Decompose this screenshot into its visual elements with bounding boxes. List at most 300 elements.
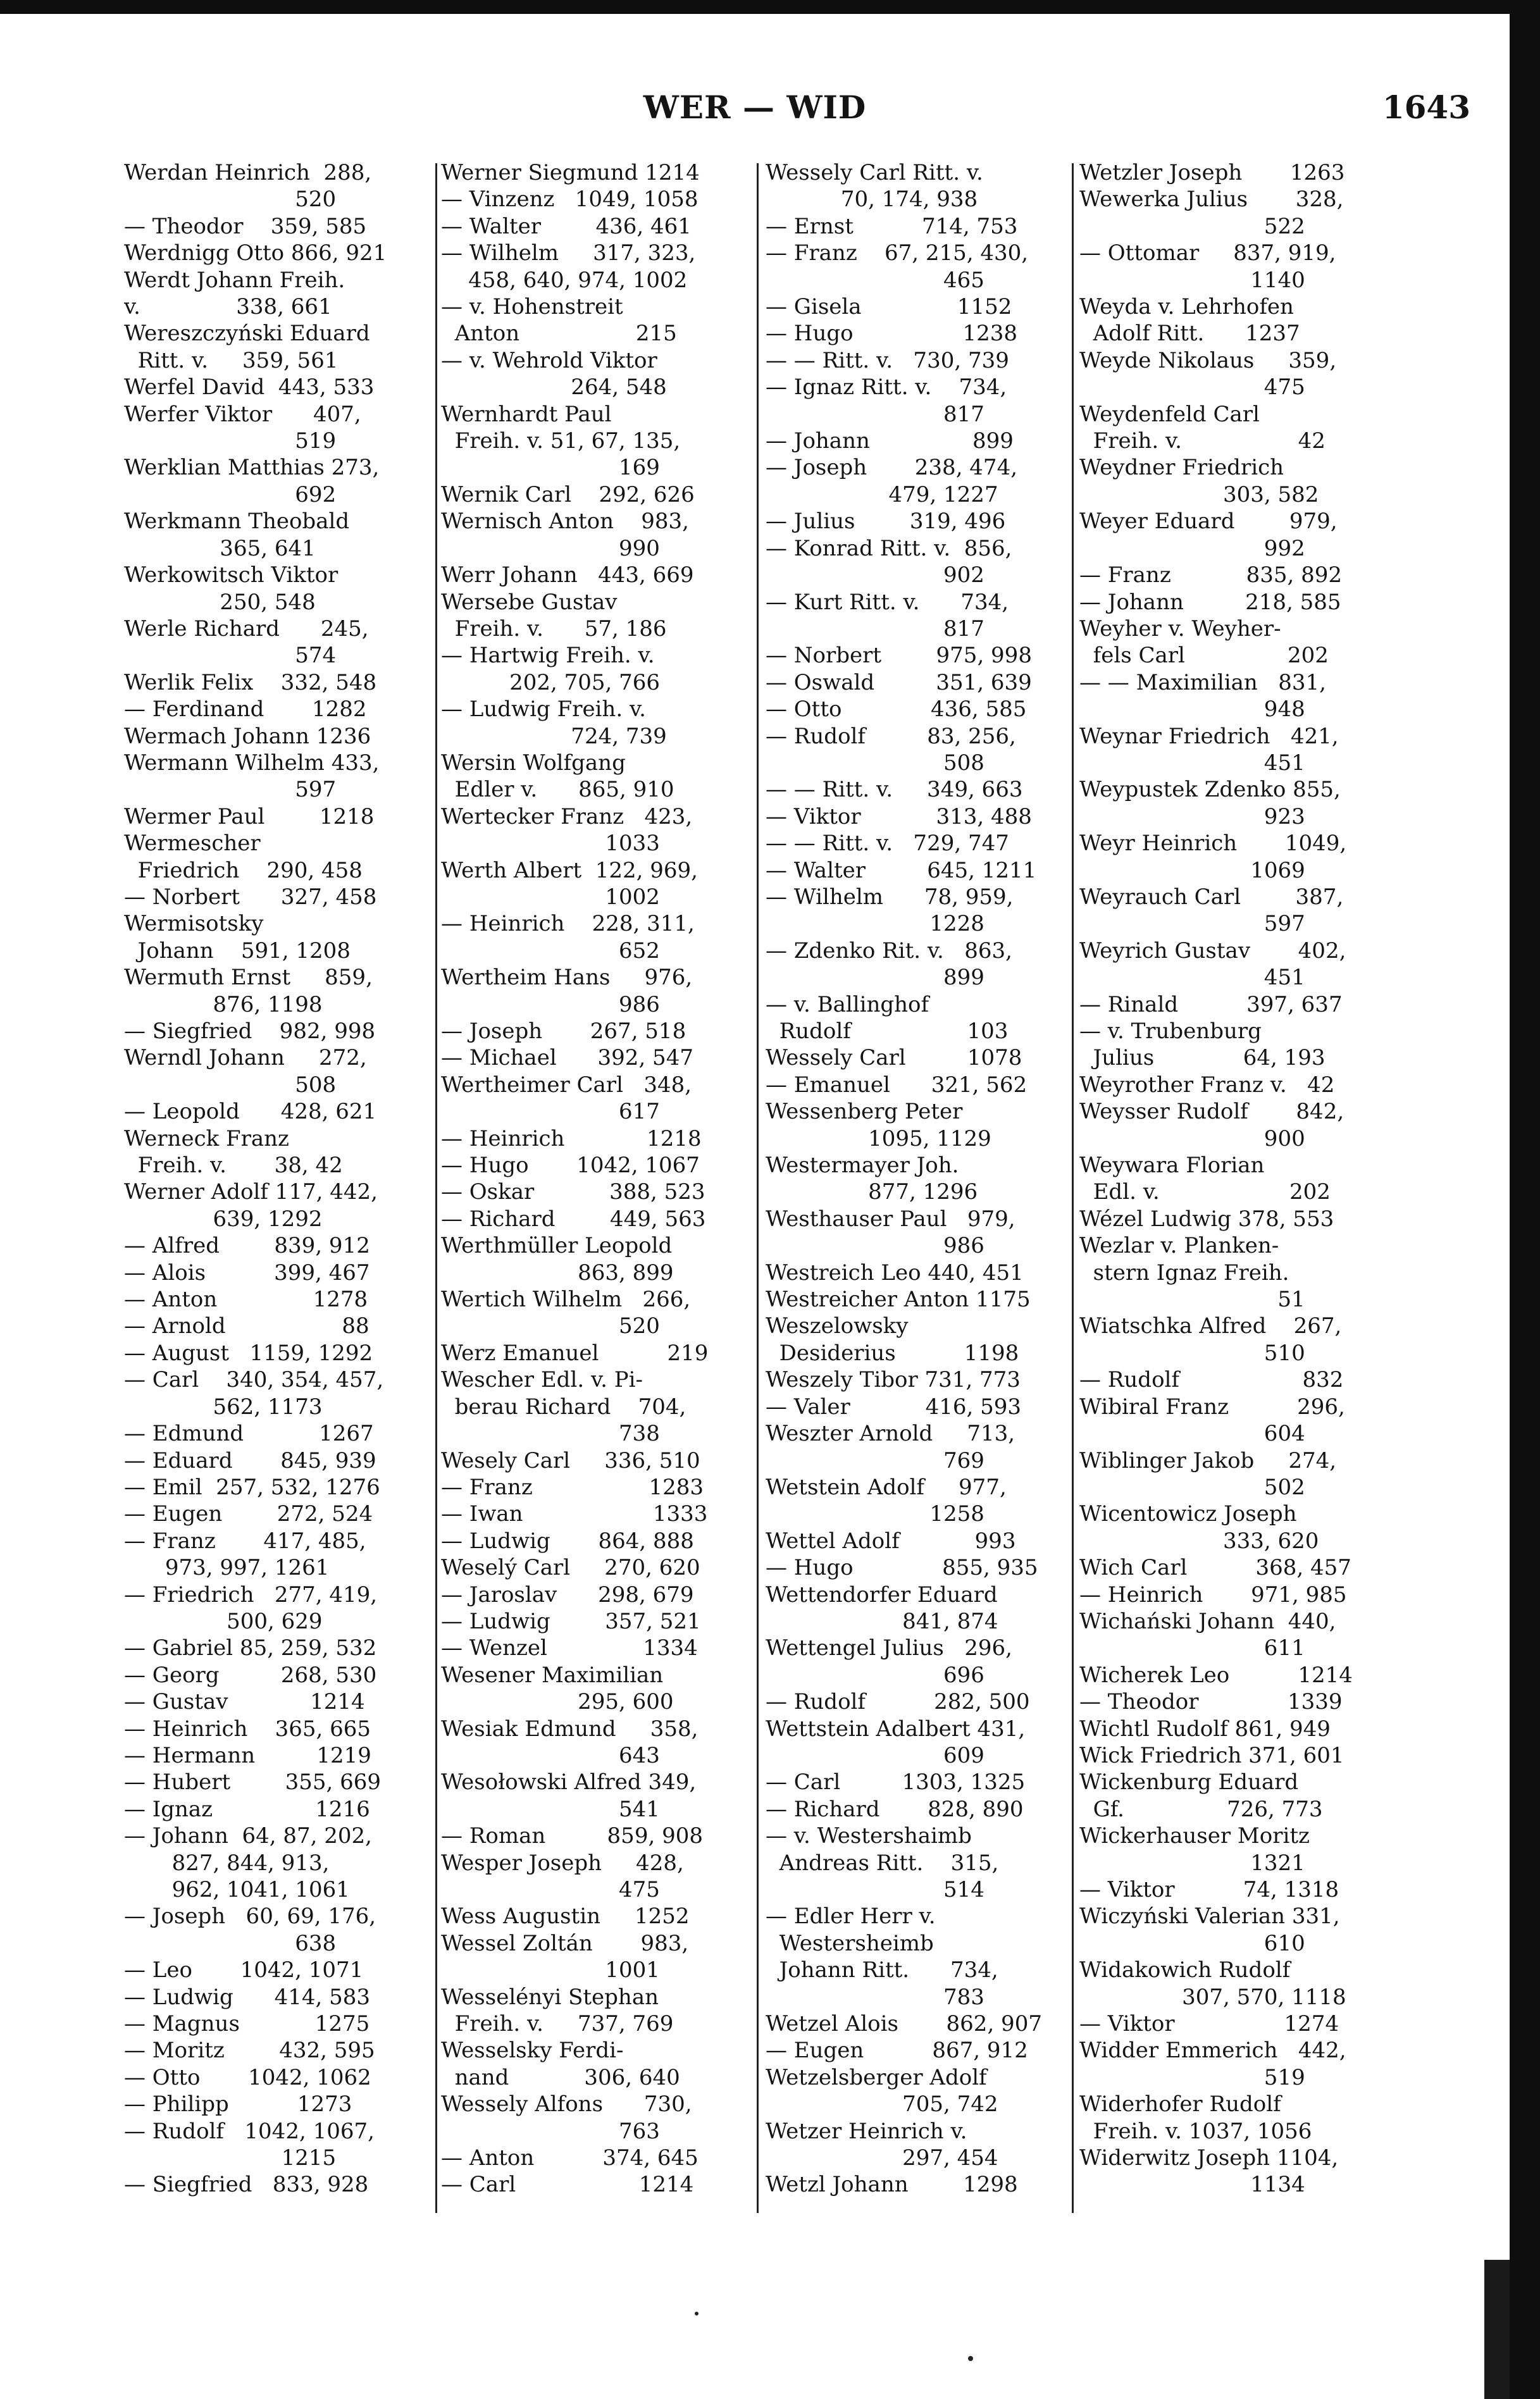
index-entry-line: Wesely Carl 336, 510	[441, 1447, 700, 1473]
index-entry-line: Werdt Johann Freih.	[124, 267, 345, 293]
index-entry-line: Wertheimer Carl 348,	[441, 1072, 692, 1098]
index-entry-line: 877, 1296	[766, 1179, 978, 1205]
index-entry-line: Wesiak Edmund 358,	[441, 1716, 699, 1742]
index-entry-line: — Iwan 1333	[441, 1501, 708, 1527]
index-entry-line: — Kurt Ritt. v. 734,	[766, 589, 1009, 615]
index-entry-line: Johann 591, 1208	[124, 938, 351, 964]
index-entry-line: — Roman 859, 908	[441, 1823, 703, 1849]
index-entry-line: Weyde Nikolaus 359,	[1079, 347, 1337, 373]
index-entry-line: Edler v. 865, 910	[441, 777, 674, 803]
index-entry-line: 475	[441, 1877, 660, 1902]
index-entry-line: — Eugen 867, 912	[766, 2038, 1028, 2064]
index-entry-line: Anton 215	[441, 321, 677, 347]
index-entry-line: 519	[124, 428, 337, 454]
index-entry-line: — Hermann 1219	[124, 1742, 371, 1768]
page-title: WER — WID	[643, 89, 867, 126]
index-column-2	[441, 159, 750, 2222]
index-entry-line: 841, 874	[766, 1608, 998, 1634]
index-entry-line: 863, 899	[441, 1260, 674, 1286]
index-entry-line: stern Ignaz Freih.	[1079, 1260, 1289, 1286]
index-entry-line: — Otto 1042, 1062	[124, 2064, 371, 2090]
index-entry-line: 522	[1079, 213, 1305, 239]
index-entry-line: 692	[124, 481, 337, 507]
index-entry-line: Wessely Carl Ritt. v.	[766, 160, 983, 185]
index-entry-line: — Rudolf 282, 500	[766, 1689, 1030, 1715]
index-entry-line: Weszter Arnold 713,	[766, 1421, 1015, 1447]
index-entry-line: 508	[124, 1072, 337, 1098]
index-entry-line: — Zdenko Rit. v. 863,	[766, 938, 1012, 964]
index-entry-line: Werfel David 443, 533	[124, 375, 375, 400]
index-entry-line: — Emil 257, 532, 1276	[124, 1474, 380, 1500]
index-entry-line: Weynar Friedrich 421,	[1079, 723, 1339, 749]
index-entry-line: Widakowich Rudolf	[1079, 1957, 1291, 1983]
index-entry-line: Werthmüller Leopold	[441, 1233, 673, 1259]
index-entry-line: 297, 454	[766, 2145, 998, 2171]
index-entry-line: — Konrad Ritt. v. 856,	[766, 535, 1012, 561]
index-entry-line: — Ludwig Freih. v.	[441, 697, 646, 722]
index-entry-line: Wernisch Anton 983,	[441, 509, 689, 535]
index-entry-line: 541	[441, 1796, 660, 1822]
index-entry-line: 973, 997, 1261	[124, 1555, 330, 1581]
index-entry-line: Weyrauch Carl 387,	[1079, 884, 1344, 910]
index-entry-line: 51	[1079, 1287, 1305, 1313]
index-entry-line: 479, 1227	[766, 481, 998, 507]
column-divider	[1072, 163, 1074, 2213]
index-entry-line: — Gisela 1152	[766, 294, 1012, 320]
index-entry-line: Wermach Johann 1236	[124, 723, 371, 749]
index-entry-line: Wickerhauser Moritz	[1079, 1823, 1310, 1849]
index-entry-line: Weyrich Gustav 402,	[1079, 938, 1346, 964]
index-entry-line: Johann Ritt. 734,	[766, 1957, 998, 1983]
index-entry-line: Wersin Wolfgang	[441, 750, 626, 776]
index-entry-line: — Wilhelm 317, 323,	[441, 240, 696, 266]
index-entry-line: 609	[766, 1742, 984, 1768]
index-entry-line: Wessely Alfons 730,	[441, 2092, 692, 2117]
index-entry-line: Wichtl Rudolf 861, 949	[1079, 1716, 1331, 1742]
index-entry-line: Wescher Edl. v. Pi-	[441, 1367, 643, 1393]
index-entry-line: — Leopold 428, 621	[124, 1099, 377, 1125]
index-entry-line: Wiatschka Alfred 267,	[1079, 1313, 1342, 1339]
index-entry-line: 1095, 1129	[766, 1125, 991, 1151]
index-entry-line: 610	[1079, 1930, 1305, 1956]
index-entry-line: Wernhardt Paul	[441, 401, 612, 427]
index-entry-line: Ritt. v. 359, 561	[124, 347, 338, 373]
index-entry-line: — Franz 67, 215, 430,	[766, 240, 1029, 266]
index-entry-line: Freih. v. 737, 769	[441, 2011, 674, 2037]
index-entry-line: Rudolf 103	[766, 1019, 1009, 1044]
index-entry-line: — Hubert 355, 669	[124, 1770, 382, 1795]
index-entry-line: 617	[441, 1099, 660, 1125]
index-entry-line: — Rudolf 832	[1079, 1367, 1344, 1393]
index-entry-line: 705, 742	[766, 2092, 998, 2117]
index-entry-line: — Ludwig 864, 888	[441, 1528, 694, 1554]
index-entry-line: Weyrother Franz v. 42	[1079, 1072, 1335, 1098]
index-entry-line: — Carl 1303, 1325	[766, 1770, 1026, 1795]
index-entry-line: 1215	[124, 2145, 337, 2171]
index-entry-line: Weszely Tibor 731, 773	[766, 1367, 1021, 1393]
index-entry-line: 652	[441, 938, 660, 964]
page-number: 1643	[1382, 89, 1470, 126]
index-entry-line: Wesselényi Stephan	[441, 1984, 659, 2010]
index-entry-line: Wesołowski Alfred 349,	[441, 1770, 697, 1795]
index-entry-line: v. 338, 661	[124, 294, 332, 320]
index-entry-line: Werndl Johann 272,	[124, 1045, 367, 1071]
index-entry-line: — Ignaz 1216	[124, 1796, 370, 1822]
index-entry-line: 520	[124, 187, 337, 213]
index-entry-line: fels Carl 202	[1079, 643, 1329, 669]
index-entry-line: 604	[1079, 1421, 1305, 1447]
index-entry-line: Wicentowicz Joseph	[1079, 1501, 1297, 1527]
index-entry-line: Widder Emmerich 442,	[1079, 2038, 1346, 2064]
index-entry-line: Wetzl Johann 1298	[766, 2172, 1018, 2198]
index-entry-line: — — Ritt. v. 349, 663	[766, 777, 1023, 803]
index-entry-line: — Otto 436, 585	[766, 697, 1027, 722]
index-entry-line: Wersebe Gustav	[441, 589, 618, 615]
index-entry-line: Julius 64, 193	[1079, 1045, 1326, 1071]
index-entry-line: Wermescher	[124, 831, 261, 857]
index-entry-line: Andreas Ritt. 315,	[766, 1850, 999, 1876]
index-entry-line: 1001	[441, 1957, 660, 1983]
index-entry-line: berau Richard 704,	[441, 1394, 686, 1420]
index-entry-line: — — Ritt. v. 729, 747	[766, 831, 1009, 857]
index-entry-line: nand 306, 640	[441, 2064, 680, 2090]
index-entry-line: — Gabriel 85, 259, 532	[124, 1635, 377, 1661]
index-entry-line: 574	[124, 643, 337, 669]
index-entry-line: Wesper Joseph 428,	[441, 1850, 684, 1876]
index-entry-line: 519	[1079, 2064, 1305, 2090]
index-entry-line: Friedrich 290, 458	[124, 857, 363, 883]
index-entry-line: Widerhofer Rudolf	[1079, 2092, 1281, 2117]
index-entry-line: 264, 548	[441, 375, 667, 400]
index-entry-line: 638	[124, 1930, 337, 1956]
column-divider	[757, 163, 759, 2213]
index-entry-line: 333, 620	[1079, 1528, 1319, 1554]
index-entry-line: — Norbert 327, 458	[124, 884, 377, 910]
index-column-1	[124, 159, 430, 2222]
index-entry-line: 562, 1173	[124, 1394, 323, 1420]
index-entry-line: — Ludwig 357, 521	[441, 1608, 701, 1634]
index-entry-line: — Ludwig 414, 583	[124, 1984, 371, 2010]
index-entry-line: — Richard 828, 890	[766, 1796, 1024, 1822]
index-entry-line: Wettendorfer Eduard	[766, 1582, 998, 1608]
index-entry-line: — Siegfried 982, 998	[124, 1019, 376, 1044]
index-entry-line: Werth Albert 122, 969,	[441, 857, 698, 883]
index-entry-line: Wichański Johann 440,	[1079, 1608, 1336, 1634]
index-entry-line: Wesener Maximilian	[441, 1662, 664, 1688]
index-entry-line: Weysser Rudolf 842,	[1079, 1099, 1344, 1125]
index-entry-line: Weydenfeld Carl	[1079, 401, 1260, 427]
index-entry-line: Werz Emanuel 219	[441, 1340, 709, 1366]
index-entry-line: — Eugen 272, 524	[124, 1501, 373, 1527]
index-entry-line: 169	[441, 455, 660, 481]
index-entry-line: Wiblinger Jakob 274,	[1079, 1447, 1337, 1473]
index-entry-line: 451	[1079, 750, 1305, 776]
index-entry-line: — Rinald 397, 637	[1079, 991, 1343, 1017]
index-entry-line: — v. Ballinghof	[766, 991, 929, 1017]
index-entry-line: 1140	[1079, 267, 1305, 293]
index-entry-line: — Moritz 432, 595	[124, 2038, 375, 2064]
index-entry-line: 1321	[1079, 1850, 1305, 1876]
index-entry-line: 899	[766, 965, 984, 991]
index-entry-line: 365, 641	[124, 535, 316, 561]
index-entry-line: Wetzelsberger Adolf	[766, 2064, 987, 2090]
index-entry-line: — Theodor 1339	[1079, 1689, 1343, 1715]
index-entry-line: 475	[1079, 375, 1305, 400]
index-entry-line: Desiderius 1198	[766, 1340, 1019, 1366]
index-entry-line: 502	[1079, 1474, 1305, 1500]
index-entry-line: — Alois 399, 467	[124, 1260, 370, 1286]
index-entry-line: Weyr Heinrich 1049,	[1079, 831, 1347, 857]
index-entry-line: — Hugo 855, 935	[766, 1555, 1038, 1581]
index-entry-line: — Leo 1042, 1071	[124, 1957, 364, 1983]
index-entry-line: — Ernst 714, 753	[766, 213, 1018, 239]
index-column-3	[766, 159, 1063, 2222]
index-entry-line: Westreich Leo 440, 451	[766, 1260, 1024, 1286]
index-entry-line: Wermuth Ernst 859,	[124, 965, 373, 991]
index-entry-line: Freih. v. 57, 186	[441, 616, 667, 642]
index-entry-line: — Julius 319, 496	[766, 509, 1006, 535]
index-entry-line: — Hugo 1238	[766, 321, 1018, 347]
index-entry-line: — Georg 268, 530	[124, 1662, 377, 1688]
index-entry-line: — Franz 1283	[441, 1474, 704, 1500]
index-entry-line: Weszelowsky	[766, 1313, 909, 1339]
index-entry-line: — Heinrich 228, 311,	[441, 911, 695, 937]
index-entry-line: Wetstein Adolf 977,	[766, 1474, 1007, 1500]
index-entry-line: Wick Friedrich 371, 601	[1079, 1742, 1344, 1768]
index-entry-line: 923	[1079, 803, 1305, 829]
index-entry-line: 1069	[1079, 857, 1305, 883]
index-entry-line: Werlik Felix 332, 548	[124, 669, 377, 695]
index-entry-line: — Johann 64, 87, 202,	[124, 1823, 372, 1849]
index-entry-line: 696	[766, 1662, 984, 1688]
index-entry-line: Freih. v. 1037, 1056	[1079, 2118, 1312, 2144]
index-entry-line: — Edmund 1267	[124, 1421, 374, 1447]
index-entry-line: 962, 1041, 1061	[124, 1877, 350, 1902]
index-column-4	[1079, 159, 1387, 2222]
index-entry-line: Wiczyński Valerian 331,	[1079, 1904, 1340, 1930]
index-entry-line: — Eduard 845, 939	[124, 1447, 376, 1473]
index-entry-line: Wertheim Hans 976,	[441, 965, 693, 991]
index-entry-line: — Arnold 88	[124, 1313, 369, 1339]
index-entry-line: — Joseph 60, 69, 176,	[124, 1904, 376, 1930]
index-entry-line: Wesselsky Ferdi-	[441, 2038, 624, 2064]
index-entry-line: — Ignaz Ritt. v. 734,	[766, 375, 1007, 400]
index-entry-line: Wich Carl 368, 457	[1079, 1555, 1351, 1581]
index-entry-line: 1258	[766, 1501, 984, 1527]
index-entry-line: — Ferdinand 1282	[124, 697, 367, 722]
index-entry-line: — Viktor 74, 1318	[1079, 1877, 1339, 1902]
index-entry-line: Wickenburg Eduard	[1079, 1770, 1299, 1795]
index-entry-line: Wereszczyński Eduard	[124, 321, 370, 347]
index-entry-line: 465	[766, 267, 984, 293]
index-entry-line: Weyda v. Lehrhofen	[1079, 294, 1294, 320]
index-entry-line: 639, 1292	[124, 1206, 323, 1232]
index-entry-line: 597	[1079, 911, 1305, 937]
index-entry-line: Wetzler Joseph 1263	[1079, 160, 1345, 185]
index-entry-line: 1134	[1079, 2172, 1305, 2198]
index-entry-line: — — Ritt. v. 730, 739	[766, 347, 1009, 373]
index-entry-line: — Friedrich 277, 419,	[124, 1582, 378, 1608]
index-entry-line: — Anton 1278	[124, 1287, 368, 1313]
index-entry-line: Werklian Matthias 273,	[124, 455, 380, 481]
index-entry-line: Gf. 726, 773	[1079, 1796, 1323, 1822]
index-entry-line: — Richard 449, 563	[441, 1206, 706, 1232]
index-entry-line: Wettstein Adalbert 431,	[766, 1716, 1026, 1742]
index-entry-line: — Franz 835, 892	[1079, 562, 1343, 588]
index-entry-line: — August 1159, 1292	[124, 1340, 373, 1366]
index-entry-line: Weydner Friedrich	[1079, 455, 1284, 481]
index-entry-line: Werdan Heinrich 288,	[124, 160, 372, 185]
index-entry-line: — Hartwig Freih. v.	[441, 643, 655, 669]
index-entry-line: 500, 629	[124, 1608, 323, 1634]
index-entry-line: Wermer Paul 1218	[124, 803, 375, 829]
index-entry-line: 817	[766, 401, 984, 427]
index-entry-line: 1033	[441, 831, 660, 857]
index-entry-line: — v. Hohenstreit	[441, 294, 623, 320]
index-entry-line: — Hugo 1042, 1067	[441, 1153, 700, 1179]
index-entry-line: — Viktor 313, 488	[766, 803, 1032, 829]
index-entry-line: Wernik Carl 292, 626	[441, 481, 695, 507]
print-speck	[968, 2356, 973, 2361]
index-entry-line: — Gustav 1214	[124, 1689, 365, 1715]
index-entry-line: 70, 174, 938	[766, 187, 978, 213]
index-entry-line: Wézel Ludwig 378, 553	[1079, 1206, 1334, 1232]
index-entry-line: Wetzer Heinrich v.	[766, 2118, 967, 2144]
index-entry-line: — v. Trubenburg	[1079, 1019, 1262, 1044]
index-entry-line: — Heinrich 1218	[441, 1125, 702, 1151]
index-entry-line: — v. Westershaimb	[766, 1823, 972, 1849]
index-entry-line: — Heinrich 971, 985	[1079, 1582, 1347, 1608]
index-entry-line: Westreicher Anton 1175	[766, 1287, 1031, 1313]
index-entry-line: 724, 739	[441, 723, 667, 749]
index-entry-line: Wessel Zoltán 983,	[441, 1930, 689, 1956]
index-entry-line: Wessely Carl 1078	[766, 1045, 1022, 1071]
index-entry-line: 986	[766, 1233, 984, 1259]
index-entry-line: Werr Johann 443, 669	[441, 562, 694, 588]
index-entry-line: Westermayer Joh.	[766, 1153, 959, 1179]
index-entry-line: — Rudolf 1042, 1067,	[124, 2118, 375, 2144]
index-entry-line: 763	[441, 2118, 660, 2144]
index-entry-line: — Vinzenz 1049, 1058	[441, 187, 699, 213]
index-entry-line: 948	[1079, 697, 1305, 722]
index-entry-line: Werkowitsch Viktor	[124, 562, 338, 588]
scan-border-right	[1510, 0, 1540, 2399]
index-entry-line: 992	[1079, 535, 1305, 561]
index-entry-line: Werle Richard 245,	[124, 616, 369, 642]
index-entry-line: — Johann 899	[766, 428, 1014, 454]
index-entry-line: — Heinrich 365, 665	[124, 1716, 371, 1742]
index-entry-line: — Carl 1214	[441, 2172, 694, 2198]
index-entry-line: Edl. v. 202	[1079, 1179, 1331, 1205]
index-entry-line: — Franz 417, 485,	[124, 1528, 366, 1554]
index-entry-line: — Norbert 975, 998	[766, 643, 1032, 669]
index-entry-line: Wezlar v. Planken-	[1079, 1233, 1279, 1259]
index-entry-line: 303, 582	[1079, 481, 1319, 507]
index-entry-line: 611	[1079, 1635, 1305, 1661]
index-entry-line: Werdnigg Otto 866, 921	[124, 240, 387, 266]
index-entry-line: 202, 705, 766	[441, 669, 660, 695]
index-entry-line: — Siegfried 833, 928	[124, 2172, 369, 2198]
index-entry-line: — Alfred 839, 912	[124, 1233, 370, 1259]
index-entry-line: Werneck Franz	[124, 1125, 289, 1151]
index-entry-line: Wettel Adolf 993	[766, 1528, 1016, 1554]
index-entry-line: — Joseph 238, 474,	[766, 455, 1018, 481]
index-entry-line: — Philipp 1273	[124, 2092, 352, 2117]
index-entry-line: Wertecker Franz 423,	[441, 803, 693, 829]
index-entry-line: 876, 1198	[124, 991, 323, 1017]
index-entry-line: 295, 600	[441, 1689, 674, 1715]
index-entry-line: 817	[766, 616, 984, 642]
index-entry-line: — Jaroslav 298, 679	[441, 1582, 694, 1608]
index-entry-line: 769	[766, 1447, 984, 1473]
index-entry-line: Weyer Eduard 979,	[1079, 509, 1338, 535]
index-entry-line: Wermann Wilhelm 433,	[124, 750, 380, 776]
index-entry-line: Wessenberg Peter	[766, 1099, 963, 1125]
index-entry-line: 508	[766, 750, 984, 776]
index-entry-line: Wermisotsky	[124, 911, 264, 937]
index-entry-line: Werner Siegmund 1214	[441, 160, 700, 185]
index-entry-line: Wewerka Julius 328,	[1079, 187, 1344, 213]
index-entry-line: Werkmann Theobald	[124, 509, 350, 535]
index-entry-line: — Carl 340, 354, 457,	[124, 1367, 384, 1393]
index-entry-line: — Michael 392, 547	[441, 1045, 693, 1071]
index-entry-line: — Wenzel 1334	[441, 1635, 698, 1661]
index-entry-line: — Viktor 1274	[1079, 2011, 1339, 2037]
index-entry-line: 827, 844, 913,	[124, 1850, 330, 1876]
index-entry-line: — Wilhelm 78, 959,	[766, 884, 1014, 910]
index-entry-line: 986	[441, 991, 660, 1017]
index-entry-line: Adolf Ritt. 1237	[1079, 321, 1300, 347]
index-entry-line: — Magnus 1275	[124, 2011, 370, 2037]
index-entry-line: 250, 548	[124, 589, 316, 615]
index-entry-line: Weselý Carl 270, 620	[441, 1555, 700, 1581]
index-entry-line: 900	[1079, 1125, 1305, 1151]
index-entry-line: Werfer Viktor 407,	[124, 401, 361, 427]
index-entry-line: — Walter 436, 461	[441, 213, 692, 239]
index-entry-line: 738	[441, 1421, 660, 1447]
index-entry-line: Wertich Wilhelm 266,	[441, 1287, 691, 1313]
index-entry-line: — Edler Herr v.	[766, 1904, 936, 1930]
index-entry-line: Weywara Florian	[1079, 1153, 1265, 1179]
index-entry-line: 458, 640, 974, 1002	[441, 267, 688, 293]
index-entry-line: — Ottomar 837, 919,	[1079, 240, 1336, 266]
column-divider	[435, 163, 437, 2213]
index-entry-line: Westersheimb	[766, 1930, 934, 1956]
index-entry-line: 597	[124, 777, 337, 803]
print-speck	[695, 2312, 699, 2315]
index-entry-line: — Johann 218, 585	[1079, 589, 1341, 615]
index-entry-line: — Valer 416, 593	[766, 1394, 1022, 1420]
index-entry-line: Wicherek Leo 1214	[1079, 1662, 1353, 1688]
index-entry-line: 1002	[441, 884, 660, 910]
index-entry-line: — Walter 645, 1211	[766, 857, 1037, 883]
index-entry-line: — Theodor 359, 585	[124, 213, 367, 239]
index-entry-line: 510	[1079, 1340, 1305, 1366]
index-entry-line: Weypustek Zdenko 855,	[1079, 777, 1341, 803]
index-entry-line: Werner Adolf 117, 442,	[124, 1179, 378, 1205]
index-entry-line: — Joseph 267, 518	[441, 1019, 686, 1044]
index-entry-line: Freih. v. 42	[1079, 428, 1326, 454]
index-entry-line: 1228	[766, 911, 984, 937]
index-entry-line: — — Maximilian 831,	[1079, 669, 1326, 695]
index-entry-line: 902	[766, 562, 984, 588]
index-entry-line: — Oskar 388, 523	[441, 1179, 705, 1205]
index-entry-line: 514	[766, 1877, 984, 1902]
index-entry-line: 307, 570, 1118	[1079, 1984, 1346, 2010]
index-entry-line: Freih. v. 51, 67, 135,	[441, 428, 681, 454]
index-entry-line: Freih. v. 38, 42	[124, 1153, 343, 1179]
index-entry-line: 451	[1079, 965, 1305, 991]
